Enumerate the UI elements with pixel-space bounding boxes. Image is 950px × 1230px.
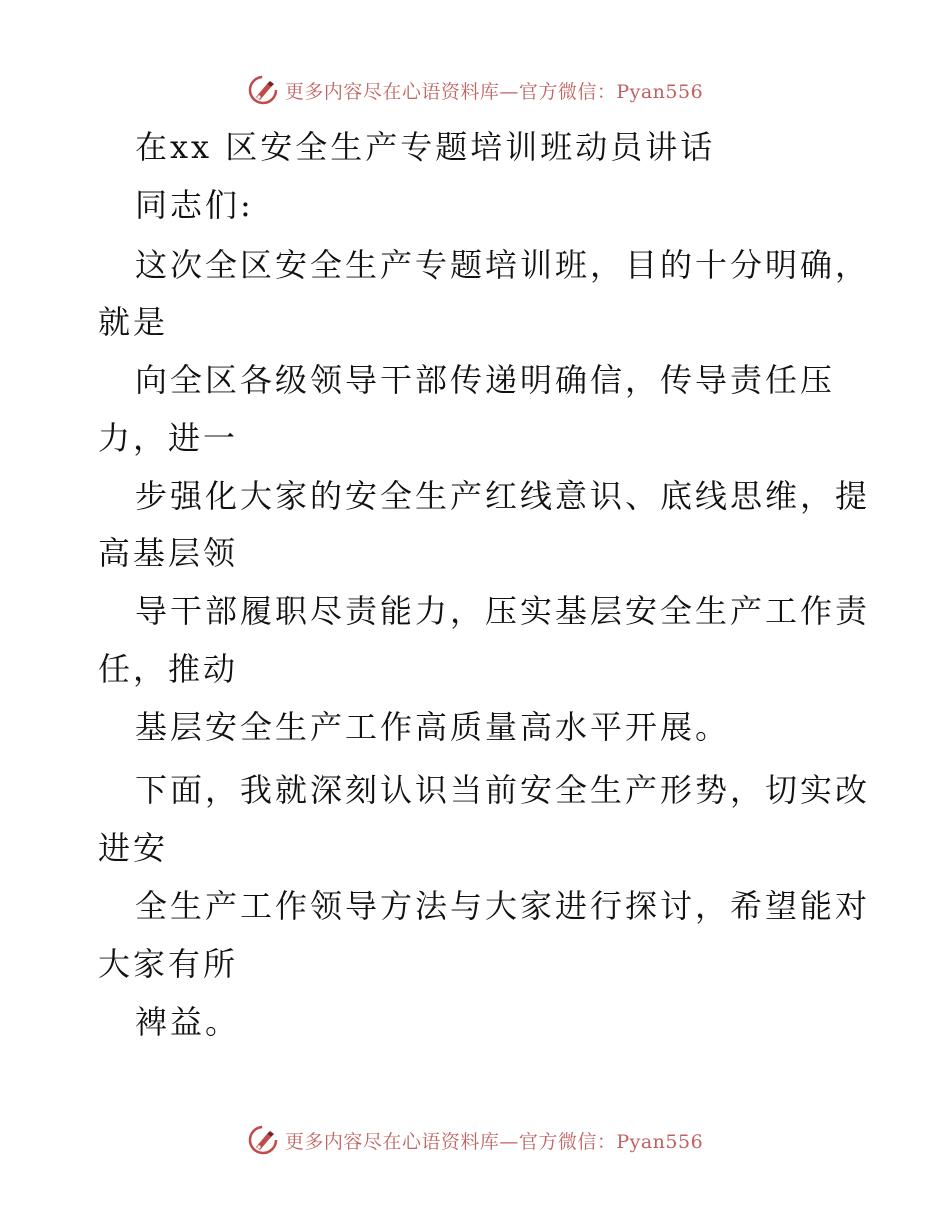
paragraph-line: 全生产工作领导方法与大家进行探讨，希望能对	[135, 887, 871, 925]
pen-logo-icon	[247, 1124, 279, 1156]
paragraph-line: 导干部履职尽责能力，压实基层安全生产工作责	[135, 592, 871, 630]
paragraph-line: 任，推动	[98, 650, 239, 688]
paragraph-line: 步强化大家的安全生产红线意识、底线思维，提	[135, 477, 871, 515]
watermark-text: 更多内容尽在心语资料库—官方微信：Pyan556	[284, 80, 704, 103]
paragraph-line: 进安	[98, 829, 169, 867]
paragraph-line: 这次全区安全生产专题培训班，目的十分明确，	[135, 246, 871, 284]
salutation: 同志们:	[135, 186, 254, 224]
pen-logo-icon	[247, 74, 279, 106]
watermark-banner-top	[0, 70, 950, 110]
watermark-text: 更多内容尽在心语资料库—官方微信：Pyan556	[284, 1130, 704, 1153]
paragraph-line: 裨益。	[135, 1003, 241, 1041]
paragraph-line: 高基层领	[98, 534, 239, 572]
document-title: 在xx 区安全生产专题培训班动员讲话	[135, 128, 716, 166]
paragraph-line: 下面，我就深刻认识当前安全生产形势，切实改	[135, 771, 871, 809]
paragraph-line: 力，进一	[98, 419, 239, 457]
paragraph-line: 大家有所	[98, 945, 239, 983]
paragraph-line: 向全区各级领导干部传递明确信，传导责任压	[135, 361, 836, 399]
watermark-banner-bottom	[0, 1120, 950, 1160]
paragraph-line: 就是	[98, 303, 169, 341]
paragraph-line: 基层安全生产工作高质量高水平开展。	[135, 708, 731, 746]
